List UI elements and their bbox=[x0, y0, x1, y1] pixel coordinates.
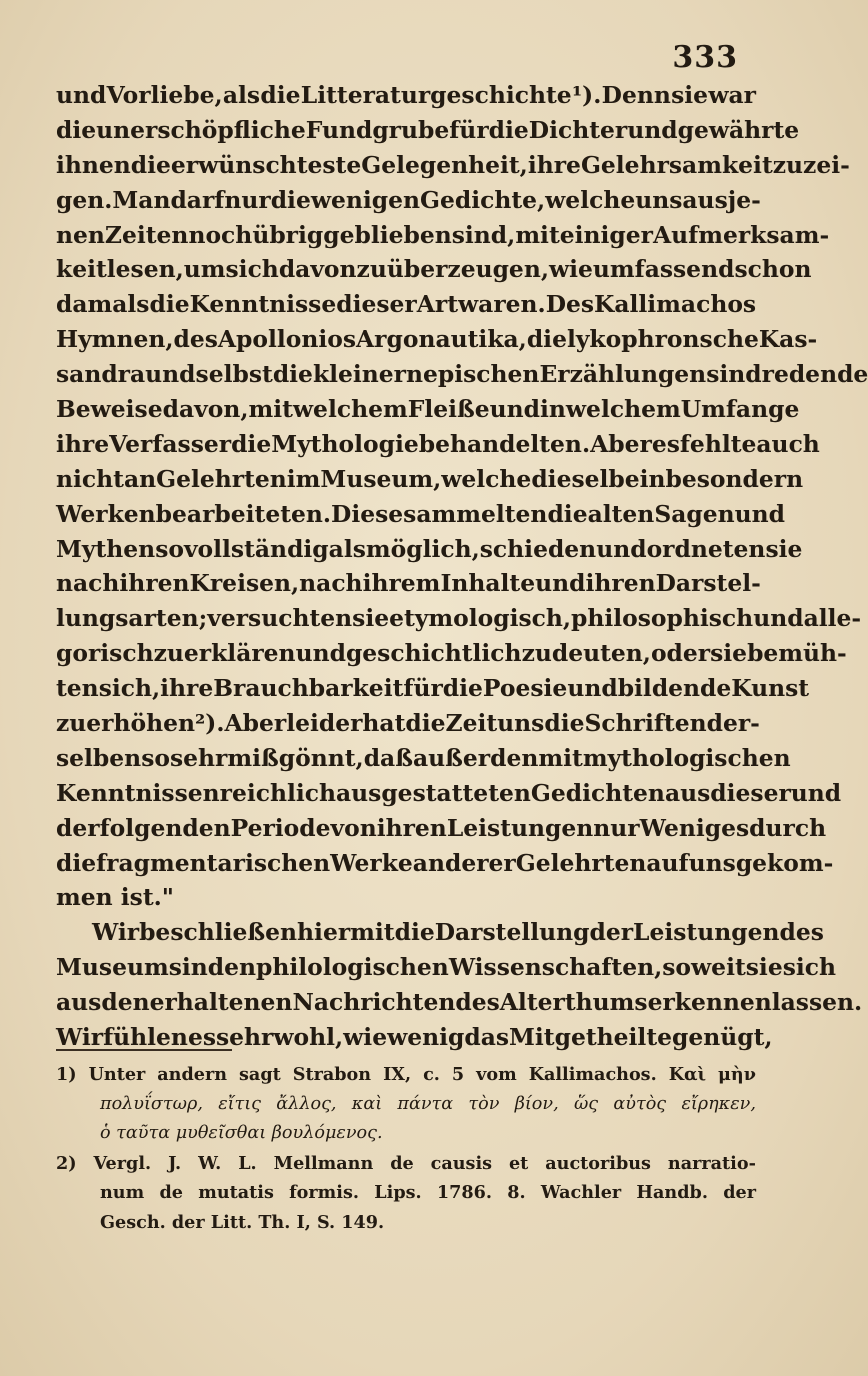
text-line: die fragmentarischen Werke anderer Gelehrten auf uns gekom- bbox=[56, 848, 834, 877]
footnotes bbox=[56, 1060, 756, 1238]
footnote-greek-line: ὁ ταῦτα μυθεῖσθαι βουλόμενος. bbox=[100, 1123, 383, 1144]
text-line: Werken bearbeiteten. Diese sammelten die alten Sagen und bbox=[56, 499, 785, 528]
text-line: ihnen die erwünschteste Gelegenheit, ihre Gelehrsamkeit zu zei- bbox=[56, 150, 850, 179]
text-line: Mythen so vollständig als möglich, schieden und ordneten sie bbox=[56, 534, 803, 563]
text-line: men ist." bbox=[56, 883, 174, 912]
text-line: Beweise davon, mit welchem Fleiße und in welchem Umfange bbox=[56, 395, 800, 424]
text-line: nicht an Gelehrten im Museum, welche dieselbe in besondern bbox=[56, 464, 804, 493]
text-line: die unerschöpfliche Fundgrube für die Dichter und gewährte bbox=[56, 115, 800, 144]
text-line: gen. Man darf nur die wenigen Gedichte, welche uns aus je- bbox=[56, 185, 761, 214]
text-line: gorisch zu erklären und geschichtlich zu deuten, oder sie bemüh- bbox=[56, 639, 847, 668]
text-line: nach ihren Kreisen, nach ihrem Inhalte und ihren Darstel- bbox=[56, 569, 761, 598]
footnote-rule bbox=[56, 1049, 232, 1051]
footnote-line: 2) Vergl. J. W. L. Mellmann de causis et auctoribus narratio- bbox=[56, 1152, 756, 1174]
text-line: nen Zeiten noch übrig geblieben sind, mit einiger Aufmerksam- bbox=[56, 220, 830, 249]
text-line: Museums in den philologischen Wissenschaften, so weit sie sich bbox=[56, 953, 837, 982]
text-line: und Vorliebe, als die Litteraturgeschichte ¹). Denn sie war bbox=[56, 81, 756, 109]
body-text bbox=[56, 78, 868, 1055]
footnote-line: 1) Unter andern sagt Strabon IX, c. 5 vom Kallimachos. Καὶ μὴν bbox=[56, 1064, 756, 1085]
text-line: sandra und selbst die kleinern epischen Erzählungen sind redende bbox=[56, 360, 868, 389]
text-line: der folgenden Periode von ihren Leistungen nur Weniges durch bbox=[56, 813, 827, 842]
text-line: ten sich, ihre Brauchbarkeit für die Poesie und bildende Kunst bbox=[56, 674, 810, 703]
footnote-greek-line: πολυΐστωρ, εἴτις ἄλλος, καὶ πάντα τὸν βίον, ὥς αὐτὸς εἴρηκεν, bbox=[100, 1093, 756, 1114]
text-line: Kenntnissen reichlich ausgestatteten Gedichten aus dieser und bbox=[56, 778, 842, 807]
text-line: Wir fühlen es sehr wohl, wie wenig das Mitgetheilte genügt, bbox=[56, 1023, 773, 1052]
text-line: Wir beschließen hiermit die Darstellung der Leistungen des bbox=[92, 918, 824, 947]
footnote-line: num de mutatis formis. Lips. 1786. 8. Wachler Handb. der bbox=[100, 1182, 756, 1204]
text-line: ihre Verfasser die Mythologie behandelten. Aber es fehlte auch bbox=[56, 429, 820, 458]
text-line: keit lesen, um sich davon zu überzeugen, wie umfassend schon bbox=[56, 255, 812, 284]
text-line: aus den erhaltenen Nachrichten des Alterthums erkennen lassen. bbox=[56, 988, 863, 1017]
text-line: lungsarten; versuchten sie etymologisch, philosophisch und alle- bbox=[56, 604, 862, 633]
text-line: Hymnen, des Apollonios Argonautika, die lykophronsche Kas- bbox=[56, 325, 818, 354]
text-line: zu erhöhen ²). Aber leider hat die Zeit uns die Schriften der- bbox=[56, 709, 760, 738]
footnote-line: Gesch. der Litt. Th. I, S. 149. bbox=[100, 1211, 385, 1233]
page-number: 333 bbox=[672, 40, 738, 75]
text-line: damals die Kenntnisse dieser Art waren. Des Kallimachos bbox=[56, 290, 757, 319]
text-line: selben so sehr mißgönnt, daß außer den mit mythologischen bbox=[56, 743, 791, 772]
